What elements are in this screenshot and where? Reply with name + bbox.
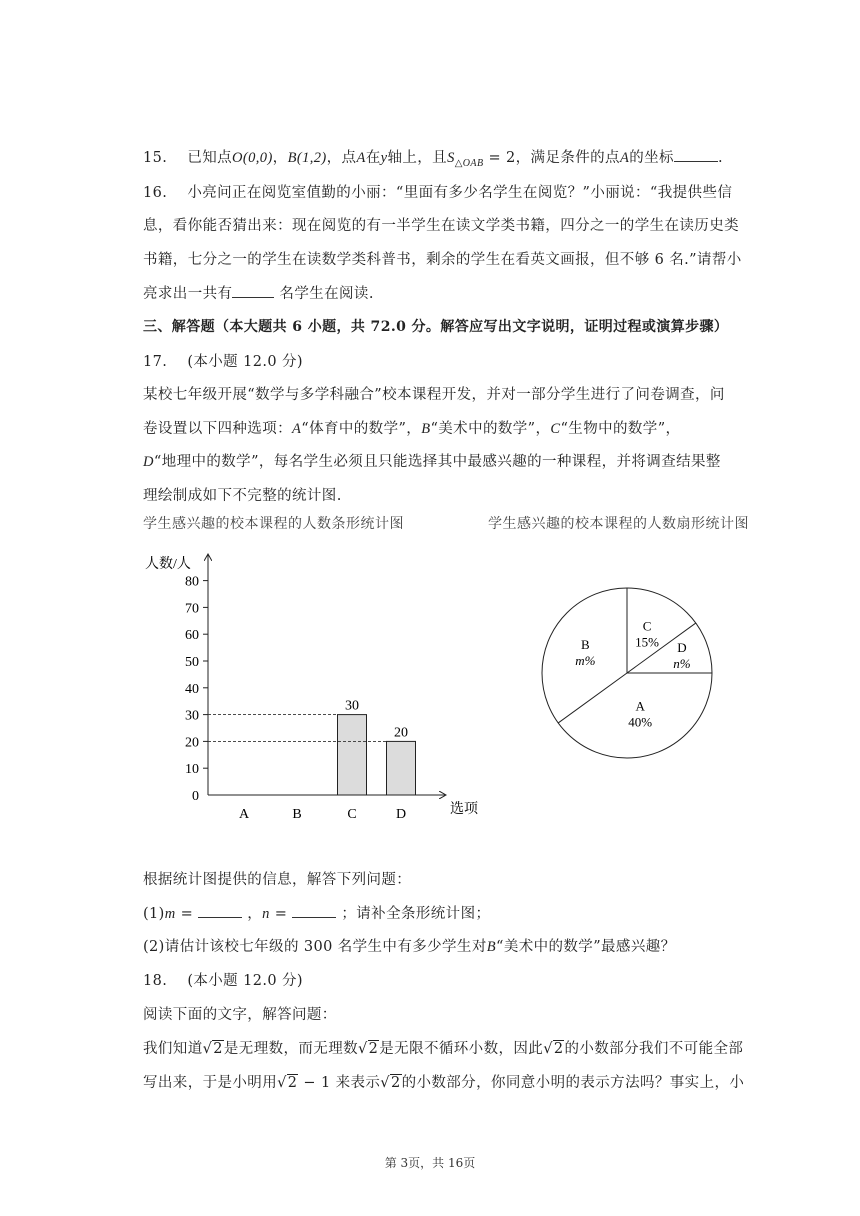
- sqrt-symbol: √: [202, 1041, 213, 1057]
- text: (1): [143, 906, 165, 922]
- slice-label-A: A: [635, 698, 645, 714]
- text: 亮求出一共有: [143, 286, 233, 302]
- text: 三、解答题（本大题共 6 小题，共 72.0 分。解答应写出文字说明，证明过程或演算步骤）: [143, 319, 729, 335]
- question-17-line-1: [143, 383, 725, 404]
- question-16-line-4: [143, 282, 374, 303]
- text: 的小数部分我们不可能全部: [564, 1041, 744, 1057]
- math: C: [550, 421, 561, 437]
- bar-C: [338, 715, 367, 795]
- text: ；请补全条形统计图；: [336, 906, 491, 922]
- y-tick-label: 20: [185, 735, 199, 751]
- question-18-line-3: [143, 1071, 744, 1092]
- x-tick-label: C: [347, 807, 357, 822]
- text: 的小数部分，你同意小明的表示方法吗？事实上，小: [401, 1075, 745, 1091]
- pie-chart-caption: 学生感兴趣的校本课程的人数扇形统计图: [488, 516, 749, 532]
- math: A: [356, 150, 366, 166]
- text: 的坐标: [629, 150, 674, 166]
- slice-value-B: m%: [575, 652, 596, 668]
- text: ，满足条件的点: [515, 150, 620, 166]
- math: D: [143, 454, 154, 470]
- slice-value-C: 15%: [635, 634, 659, 650]
- score: (本小题 12.0 分): [187, 973, 303, 989]
- slice-value-A: 40%: [628, 714, 653, 730]
- answer-blank: [198, 905, 242, 918]
- y-tick-label: 80: [185, 574, 199, 590]
- question-16-line-3: [143, 248, 742, 269]
- question-17-header: [143, 350, 303, 371]
- text: ，点: [326, 150, 357, 166]
- math: △OAB: [454, 157, 484, 169]
- question-18-line-2: [143, 1037, 743, 1058]
- text: 息，看你能否猜出来：现在阅览的有一半学生在读文学类书籍，四分之一的学生在读历史类: [143, 218, 739, 234]
- question-17-part-2: [143, 935, 676, 956]
- question-number: 18.: [143, 973, 168, 989]
- text: (2)请估计该校七年级的 300 名学生中有多少学生对: [143, 939, 487, 955]
- text: 名学生在阅读.: [279, 286, 374, 302]
- text: ，: [272, 150, 288, 166]
- text: 理绘制成如下不完整的统计图.: [143, 488, 342, 504]
- question-16-line-2: [143, 214, 739, 235]
- y-tick-label: 50: [185, 655, 199, 670]
- question-18-line-1: [143, 1003, 337, 1024]
- math: n: [262, 906, 270, 922]
- text: “美术中的数学”，: [430, 421, 551, 437]
- text: 阅读下面的文字，解答问题：: [143, 1007, 337, 1023]
- text: 根据统计图提供的信息，解答下列问题：: [143, 872, 412, 888]
- question-17-line-4: [143, 484, 342, 505]
- math: 2: [390, 1075, 401, 1091]
- text: “体育中的数学”，: [301, 421, 422, 437]
- text: =: [269, 906, 293, 922]
- y-axis-label: 人数/人: [145, 557, 191, 572]
- question-number: 17.: [143, 354, 168, 370]
- math: y: [380, 150, 388, 166]
- text: “地理中的数学”，每名学生必须且只能选择其中最感兴趣的一种课程，并将调查结果整: [153, 454, 721, 470]
- sqrt-symbol: √: [358, 1041, 368, 1057]
- text: “美术中的数学”最感兴趣？: [496, 939, 676, 955]
- score: (本小题 12.0 分): [187, 354, 303, 370]
- x-tick-label: A: [238, 807, 250, 822]
- sqrt-symbol: √: [543, 1041, 553, 1057]
- y-tick-label: 10: [185, 762, 199, 778]
- data-label: 30: [345, 698, 359, 714]
- page-footer: 第 3页，共 16页: [384, 1156, 476, 1170]
- text: 已知点: [187, 150, 233, 166]
- text: =: [175, 906, 199, 922]
- question-17-line-2: [143, 417, 680, 438]
- math: 2: [368, 1041, 379, 1057]
- text: 轴上，且: [387, 150, 448, 166]
- answer-blank: [292, 905, 336, 918]
- y-tick-label: 60: [185, 628, 199, 644]
- question-16-line-1: [143, 181, 732, 202]
- text: 在: [365, 150, 381, 166]
- x-tick-label: D: [395, 807, 407, 822]
- text: .: [717, 150, 723, 166]
- text: ，: [242, 906, 263, 922]
- math: A: [619, 150, 630, 166]
- data-label: 20: [394, 725, 408, 741]
- text: 是无理数，而无理数: [223, 1041, 358, 1057]
- math: = 2: [483, 150, 516, 166]
- question-number: 16.: [143, 185, 168, 201]
- x-tick-label: B: [292, 807, 302, 822]
- text: 卷设置以下四种选项：: [143, 421, 292, 437]
- y-tick-label: 70: [185, 601, 199, 617]
- y-tick-label: 30: [185, 708, 199, 724]
- slice-label-D: D: [677, 640, 687, 656]
- math: 2: [213, 1041, 223, 1057]
- text: 写出来，于是小明用: [143, 1075, 278, 1091]
- answer-blank: [674, 149, 718, 162]
- math: O(0,0): [232, 150, 273, 166]
- bar-chart-caption: 学生感兴趣的校本课程的人数条形统计图: [143, 516, 404, 532]
- math: A: [292, 421, 302, 437]
- x-axis-label: 选项: [450, 802, 478, 817]
- text: “生物中的数学”，: [560, 421, 681, 437]
- math: 2: [553, 1041, 564, 1057]
- math: m: [164, 906, 176, 922]
- pie-chart: [527, 573, 727, 773]
- slice-label-C: C: [642, 618, 652, 634]
- text: 书籍，七分之一的学生在读数学类科普书，剩余的学生在看英文画报，但不够 6 名.”请帮小: [143, 252, 742, 268]
- section-heading: [143, 316, 728, 336]
- text: 小亮问正在阅览室值勤的小丽：“里面有多少名学生在阅览？”小丽说：“我提供些信: [187, 185, 733, 201]
- sqrt-symbol: √: [277, 1075, 287, 1091]
- math: S: [447, 150, 455, 166]
- question-17-prompt: [143, 868, 411, 889]
- text: 某校七年级开展“数学与多学科融合”校本课程开发，并对一部分学生进行了问卷调查，问: [143, 387, 725, 403]
- math: B: [421, 421, 431, 437]
- question-17-line-3: [143, 450, 721, 471]
- text: 是无限不循环小数，因此: [379, 1041, 544, 1057]
- math: B(1,2): [287, 150, 327, 166]
- text: 我们知道: [143, 1041, 203, 1057]
- question-number: 15.: [143, 150, 168, 166]
- question-15: [143, 146, 723, 169]
- math: 2: [287, 1075, 298, 1091]
- y-tick-label: 40: [185, 681, 199, 697]
- bar-D: [387, 741, 416, 795]
- slice-label-B: B: [581, 636, 590, 652]
- sqrt-symbol: √: [380, 1075, 390, 1091]
- slice-value-D: n%: [673, 656, 691, 672]
- question-17-part-1: [143, 902, 490, 923]
- answer-blank: [232, 285, 274, 298]
- text: − 1 来表示: [298, 1075, 381, 1091]
- y-tick-label: 0: [192, 789, 199, 804]
- bar-chart: [135, 545, 495, 835]
- question-18-header: [143, 969, 303, 990]
- math: B: [486, 939, 496, 955]
